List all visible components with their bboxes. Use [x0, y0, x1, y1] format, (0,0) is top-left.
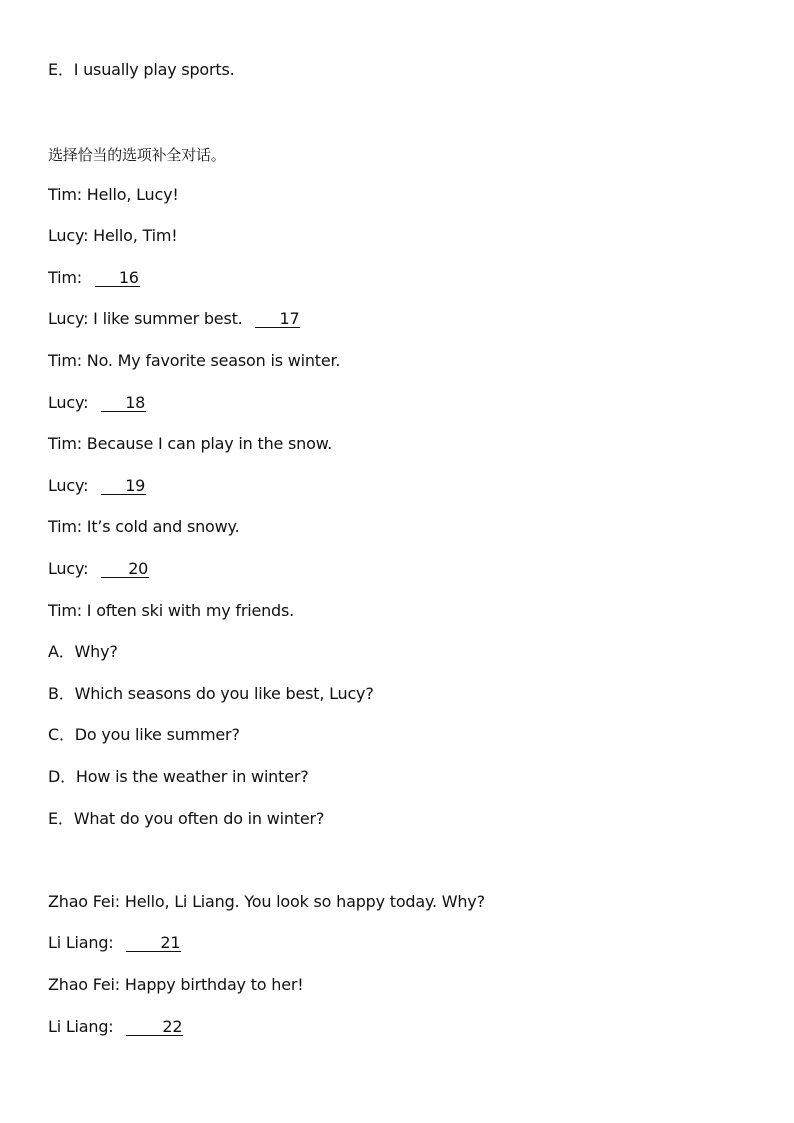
dialogue-line — [48, 309, 300, 329]
dialogue-line — [48, 226, 177, 246]
option-e-prev: E．I usually play sports. — [48, 60, 235, 79]
option-c: C．Do you like summer? — [48, 725, 240, 744]
section-instruction: 选择恰当的选项补全对话。 — [48, 146, 226, 164]
answer-blank-21[interactable]: 21 — [126, 934, 181, 952]
speaker: Li Liang: — [48, 1017, 114, 1036]
line-text: No. My favorite season is winter. — [86, 351, 341, 370]
answer-blank-17[interactable]: 17 — [255, 310, 300, 328]
speaker: Lucy: — [48, 226, 89, 245]
speaker: Tim: — [48, 268, 82, 287]
dialogue-line — [48, 517, 239, 537]
speaker: Li Liang: — [48, 933, 114, 952]
speaker: Tim: — [48, 434, 82, 453]
dialogue-line — [48, 393, 146, 413]
dialogue-line — [48, 434, 332, 454]
line-text: I often ski with my friends. — [86, 601, 295, 620]
answer-blank-18[interactable]: 18 — [101, 394, 146, 412]
dialogue-line — [48, 933, 181, 953]
speaker: Zhao Fei: — [48, 892, 120, 911]
speaker: Tim: — [48, 517, 82, 536]
option-e: E．What do you often do in winter? — [48, 809, 325, 828]
speaker: Tim: — [48, 601, 82, 620]
line-text: Happy birthday to her! — [124, 975, 304, 994]
answer-blank-19[interactable]: 19 — [101, 477, 146, 495]
dialogue-line — [48, 1017, 183, 1037]
speaker: Tim: — [48, 351, 82, 370]
dialogue-line — [48, 892, 485, 912]
line-text: It’s cold and snowy. — [86, 517, 240, 536]
line-text: Because I can play in the snow. — [86, 434, 333, 453]
line-text: Hello, Li Liang. You look so happy today. Why? — [124, 892, 485, 911]
dialogue-line — [48, 975, 303, 995]
speaker: Lucy: — [48, 559, 89, 578]
speaker: Tim: — [48, 185, 82, 204]
answer-blank-20[interactable]: 20 — [101, 560, 149, 578]
line-text: Hello, Tim! — [93, 226, 178, 245]
dialogue-line — [48, 601, 294, 621]
answer-blank-16[interactable]: 16 — [95, 269, 140, 287]
speaker: Zhao Fei: — [48, 975, 120, 994]
line-text: Hello, Lucy! — [86, 185, 179, 204]
speaker: Lucy: — [48, 393, 89, 412]
dialogue-line — [48, 268, 140, 288]
speaker: Lucy: — [48, 476, 89, 495]
dialogue-line — [48, 185, 179, 205]
speaker: Lucy: — [48, 309, 89, 328]
answer-blank-22[interactable]: 22 — [126, 1018, 183, 1036]
line-text: I like summer best. — [93, 309, 243, 328]
dialogue-line — [48, 559, 149, 579]
option-d: D．How is the weather in winter? — [48, 767, 309, 786]
dialogue-line — [48, 476, 146, 496]
dialogue-line — [48, 351, 340, 371]
option-a: A．Why? — [48, 642, 118, 661]
option-b: B．Which seasons do you like best, Lucy? — [48, 684, 374, 703]
